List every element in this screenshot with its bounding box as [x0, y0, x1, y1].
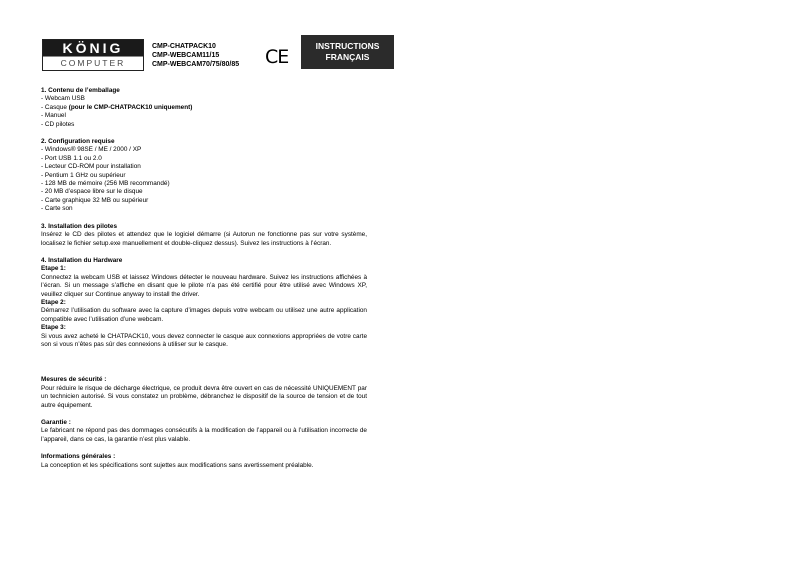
section-driver-installation	[41, 223, 367, 248]
list-item: - Carte son	[41, 205, 73, 213]
instructions-title: INSTRUCTIONS	[315, 41, 380, 51]
section-safety	[41, 376, 367, 410]
logo-sub-text: COMPUTER	[43, 56, 143, 70]
step-label: Etape 3:	[41, 324, 66, 332]
step-label: Etape 2:	[41, 298, 66, 306]
logo-brand-text: KÖNIG	[43, 40, 143, 56]
manual-content	[41, 87, 367, 479]
ce-mark-icon: CE	[265, 46, 289, 68]
list-item: - Port USB 1.1 ou 2.0	[41, 154, 102, 162]
section-warranty	[41, 419, 367, 444]
model-number: CMP-CHATPACK10	[152, 43, 216, 50]
language-label: FRANÇAIS	[325, 52, 370, 62]
paragraph: Le fabricant ne répond pas des dommages consécutifs à la modification de l’appareil ou à l’utilisation incorrecte de l’appareil, dans ce cas, la garantie n’est plus valable.	[41, 427, 367, 443]
step-label: Etape 1:	[41, 265, 66, 273]
list-item: - Pentium 1 GHz ou supérieur	[41, 171, 126, 179]
model-number: CMP-WEBCAM11/15	[152, 52, 220, 59]
paragraph: Si vous avez acheté le CHATPACK10, vous devez connecter le casque aux connexions appropriées de votre carte son si vous n’êtes pas sûr des connexions à utiliser sur le casque.	[41, 332, 367, 348]
list-item-bold-note: (pour le CMP-CHATPACK10 uniquement)	[68, 103, 193, 111]
list-item-text: - Casque	[41, 103, 69, 111]
paragraph: Démarrez l’utilisation du software avec la capture d’images depuis votre webcam ou utilisez une autre application compatible avec l’utilisation d’une webcam.	[41, 307, 367, 323]
paragraph: Pour réduire le risque de décharge électrique, ce produit devra être ouvert en cas de nécessité UNIQUEMENT par un technicien autorisé. Si vous constatez un problème, débranchez le dispositif de la source de tension et de tout autre équipement.	[41, 384, 367, 409]
paragraph: Connectez la webcam USB et laissez Windows détecter le nouveau hardware. Suivez les instructions affichées à l’écran. Si un message s’affiche en disant que le pilote n’a pas été certifié pour être utilisé avec Windows XP, veuillez cliquer sur Continue anyway to install the driver.	[41, 273, 367, 298]
section-general-info	[41, 453, 367, 470]
list-item: - Webcam USB	[41, 95, 85, 103]
model-numbers	[152, 42, 239, 69]
section-system-requirements	[41, 138, 367, 214]
instructions-language-banner	[301, 35, 394, 69]
list-item: - Lecteur CD-ROM pour installation	[41, 163, 141, 171]
section-heading: 1. Contenu de l’emballage	[41, 87, 120, 94]
section-heading: 4. Installation du Hardware	[41, 256, 123, 264]
section-package-contents	[41, 87, 367, 129]
list-item: - Manuel	[41, 112, 66, 120]
section-heading: 2. Configuration requise	[41, 138, 115, 146]
list-item	[41, 104, 367, 112]
model-number: CMP-WEBCAM70/75/80/85	[152, 61, 240, 68]
list-item: - Windows® 98SE / ME / 2000 / XP	[41, 146, 142, 154]
list-item: - CD pilotes	[41, 120, 75, 128]
section-heading: Garantie :	[41, 419, 71, 426]
section-heading: 3. Installation des pilotes	[41, 222, 117, 230]
konig-computer-logo	[42, 39, 144, 71]
list-item: - Carte graphique 32 MB ou supérieur	[41, 196, 149, 204]
section-heading: Informations générales :	[41, 453, 116, 461]
paragraph: La conception et les spécifications sont sujettes aux modifications sans avertissement préalable.	[41, 461, 314, 469]
list-item: - 128 MB de mémoire (256 MB recommandé)	[41, 180, 170, 188]
section-hardware-installation	[41, 257, 367, 349]
paragraph: Insérez le CD des pilotes et attendez que le logiciel démarre (si Autorun ne fonctionne pas sur votre système, localisez le fichier setup.exe manuellement et double-cliquez dessus). Suivez les instructions à l’écran.	[41, 231, 367, 247]
section-heading: Mesures de sécurité :	[41, 376, 107, 384]
list-item: - 20 MB d’espace libre sur le disque	[41, 188, 143, 196]
spacer	[41, 358, 367, 376]
